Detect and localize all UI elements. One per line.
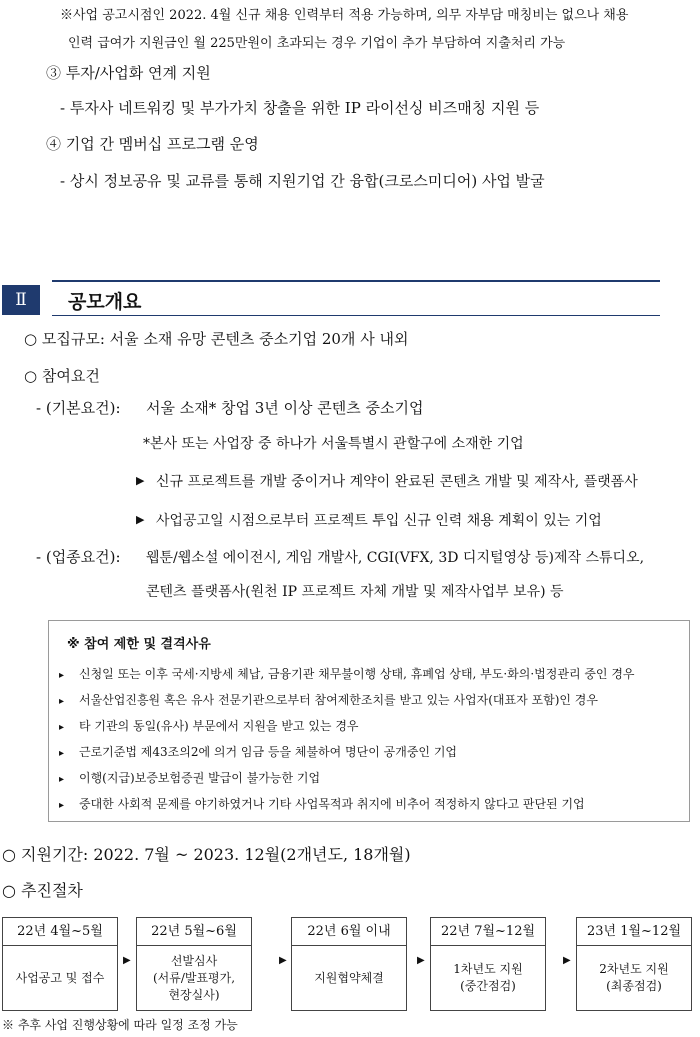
restriction-item: ▸ 서울산업진흥원 혹은 유사 전문기관으로부터 참여제한조치를 받고 있는 사업자(대표자 포함)인 경우: [59, 693, 598, 707]
procedure-footnote: ※ 추후 사업 진행상황에 따라 일정 조정 가능: [2, 1018, 238, 1032]
step-body: 2차년도 지원 (최종점검): [599, 962, 669, 993]
step-period: 22년 6월 이내: [292, 918, 406, 946]
procedure-step: [291, 917, 407, 1011]
industry-requirement-value-2: 콘텐츠 플랫폼사(원천 IP 프로젝트 자체 개발 및 제작사업부 보유) 등: [146, 584, 564, 600]
item3-desc: - 투자사 네트워킹 및 부가가치 창출을 위한 IP 라이선싱 비즈매칭 지원 등: [60, 99, 540, 117]
flow-arrow-icon: ▶: [123, 955, 131, 966]
bullet-icon: ▸: [59, 696, 65, 707]
step-body: 1차년도 지원 (중간점검): [453, 962, 523, 993]
note-line-1: ※사업 공고시점인 2022. 4월 신규 채용 인력부터 적용 가능하며, 의무 자부담 매칭비는 없으나 채용: [60, 8, 629, 23]
procedure-step: [430, 917, 546, 1011]
restriction-item: ▸ 신청일 또는 이후 국세·지방세 체납, 금융기관 채무불이행 상태, 휴폐업 상태, 부도·화의·법정관리 중인 경우: [59, 667, 635, 681]
restriction-item: ▸ 이행(지급)보증보험증권 발급이 불가능한 기업: [59, 771, 321, 785]
restriction-item: ▸ 근로기준법 제43조의2에 의거 임금 등을 체불하여 명단이 공개중인 기업: [59, 745, 457, 759]
restriction-box: [48, 620, 690, 822]
bullet-icon: ▸: [59, 800, 65, 811]
item4-title: ④ 기업 간 멤버십 프로그램 운영: [46, 135, 259, 153]
bullet-icon: ▸: [59, 748, 65, 759]
section-title: 공모개요: [68, 291, 142, 313]
restriction-item: ▸ 타 기관의 동일(유사) 부문에서 지원을 받고 있는 경우: [59, 719, 359, 733]
note-line-2: 인력 급여가 지원금인 월 225만원이 초과되는 경우 기업이 추가 부담하여 지출처리 가능: [68, 36, 566, 51]
step-body: 지원협약체결: [314, 970, 384, 985]
step-body: 사업공고 및 접수: [15, 970, 105, 985]
section-divider-bottom: [52, 315, 660, 316]
step-period: 23년 1월~12월: [577, 918, 691, 946]
flow-arrow-icon: ▶: [279, 955, 287, 966]
flow-arrow-icon: ▶: [563, 955, 571, 966]
section-number: Ⅱ: [2, 285, 40, 315]
basic-requirement-sub-1: 신규 프로젝트를 개발 중이거나 계약이 완료된 콘텐츠 개발 및 제작사, 플랫폼사: [156, 474, 638, 490]
recruit-scale: ○ 모집규모: 서울 소재 유망 콘텐츠 중소기업 20개 사 내외: [24, 330, 409, 348]
procedure-step: [136, 917, 252, 1011]
basic-requirement-value: 서울 소재* 창업 3년 이상 콘텐츠 중소기업: [146, 399, 424, 417]
bullet-icon: ▸: [59, 722, 65, 733]
procedure-step: [2, 917, 118, 1011]
basic-requirement-sub-2: 사업공고일 시점으로부터 프로젝트 투입 신규 인력 채용 계획이 있는 기업: [156, 513, 602, 529]
step-period: 22년 5월~6월: [137, 918, 251, 946]
support-period: ○ 지원기간: 2022. 7월 ~ 2023. 12월(2개년도, 18개월): [2, 845, 411, 864]
item4-desc: - 상시 정보공유 및 교류를 통해 지원기업 간 융합(크로스미디어) 사업 발굴: [60, 172, 545, 190]
flow-arrow-icon: ▶: [417, 955, 425, 966]
step-period: 22년 4월~5월: [3, 918, 117, 946]
item3-title: ③ 투자/사업화 연계 지원: [46, 64, 211, 82]
requirements-heading: ○ 참여요건: [24, 367, 100, 385]
bullet-icon: ▸: [59, 774, 65, 785]
bullet-icon: ▸: [59, 670, 65, 681]
section-divider-top: [52, 280, 660, 282]
triangle-bullet-icon: ▶: [136, 474, 145, 487]
step-body: 선발심사 (서류/발표평가, 현장실사): [152, 953, 236, 1002]
restriction-title: ※ 참여 제한 및 결격사유: [67, 637, 211, 652]
restriction-item: ▸ 중대한 사회적 문제를 야기하였거나 기타 사업목적과 취지에 비추어 적정하지 않다고 판단된 기업: [59, 797, 585, 811]
basic-requirement-note: *본사 또는 사업장 중 하나가 서울특별시 관할구에 소재한 기업: [143, 436, 524, 452]
industry-requirement-value-1: 웹툰/웹소설 에이전시, 게임 개발사, CGI(VFX, 3D 디지털영상 등)제작 스튜디오,: [146, 550, 645, 566]
step-period: 22년 7월~12월: [431, 918, 545, 946]
industry-requirement-label: - (업종요건):: [36, 548, 121, 566]
procedure-heading: ○ 추진절차: [2, 881, 83, 900]
triangle-bullet-icon: ▶: [136, 513, 145, 526]
basic-requirement-label: - (기본요건):: [36, 399, 121, 417]
procedure-step: [576, 917, 692, 1011]
